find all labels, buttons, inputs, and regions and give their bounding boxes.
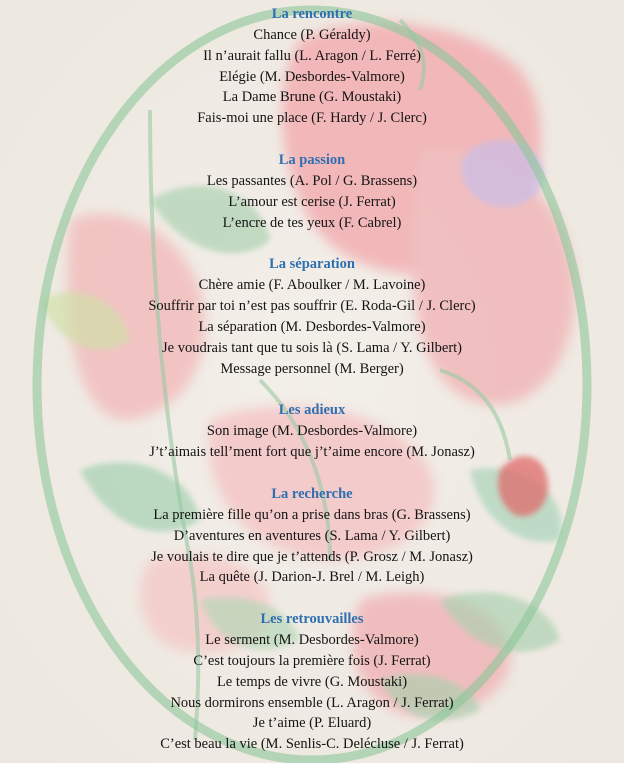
song-item: Le temps de vivre (G. Moustaki) [216,673,408,690]
section-title: La passion [278,151,346,168]
song-item: Je voulais te dire que je t’attends (P. Grosz / M. Jonasz) [151,548,473,565]
song-item: Les passantes (A. Pol / G. Brassens) [206,172,418,189]
song-item: La séparation (M. Desbordes-Valmore) [198,318,426,335]
song-item: Le serment (M. Desbordes-Valmore) [205,632,419,649]
song-list [0,4,624,755]
song-item: C’est toujours la première fois (J. Ferrat) [193,652,431,669]
song-item: Chère amie (F. Aboulker / M. Lavoine) [198,277,426,294]
song-item: La quête (J. Darion-J. Brel / M. Leigh) [199,569,425,586]
section [0,609,624,755]
song-item: Son image (M. Desbordes-Valmore) [206,423,418,440]
song-item: Je t’aime (P. Eluard) [252,715,372,732]
section-title: Les retrouvailles [260,611,364,628]
song-item: La première fille qu’on a prise dans bras (G. Brassens) [153,506,471,523]
section-title: La rencontre [271,6,353,22]
section-title: La séparation [269,256,355,273]
song-item: La Dame Brune (G. Moustaki) [222,89,402,106]
song-item: D’aventures en aventures (S. Lama / Y. Gilbert) [173,527,451,544]
section [0,400,624,463]
section [0,254,624,379]
section-title: Les adieux [278,402,346,419]
song-item: Chance (P. Géraldy) [253,27,371,43]
song-item: L’encre de tes yeux (F. Cabrel) [222,214,402,231]
section [0,150,624,233]
song-item: Message personnel (M. Berger) [220,360,404,377]
song-item: Fais-moi une place (F. Hardy / J. Clerc) [197,110,427,127]
section [0,4,624,129]
section [0,484,624,588]
song-item: Je voudrais tant que tu sois là (S. Lama / Y. Gilbert) [161,339,463,356]
song-item: Souffrir par toi n’est pas souffrir (E. Roda-Gil / J. Clerc) [148,298,476,315]
song-item: L’amour est cerise (J. Ferrat) [228,193,396,210]
song-item: J’t’aimais tell’ment fort que j’t’aime encore (M. Jonasz) [149,444,475,461]
song-item: Il n’aurait fallu (L. Aragon / L. Ferré) [203,47,421,64]
song-item: Nous dormirons ensemble (L. Aragon / J. Ferrat) [170,694,454,711]
section-title: La recherche [271,485,353,502]
song-item: Elégie (M. Desbordes-Valmore) [219,68,405,85]
song-item: C’est beau la vie (M. Senlis-C. Delécluse / J. Ferrat) [160,736,464,753]
